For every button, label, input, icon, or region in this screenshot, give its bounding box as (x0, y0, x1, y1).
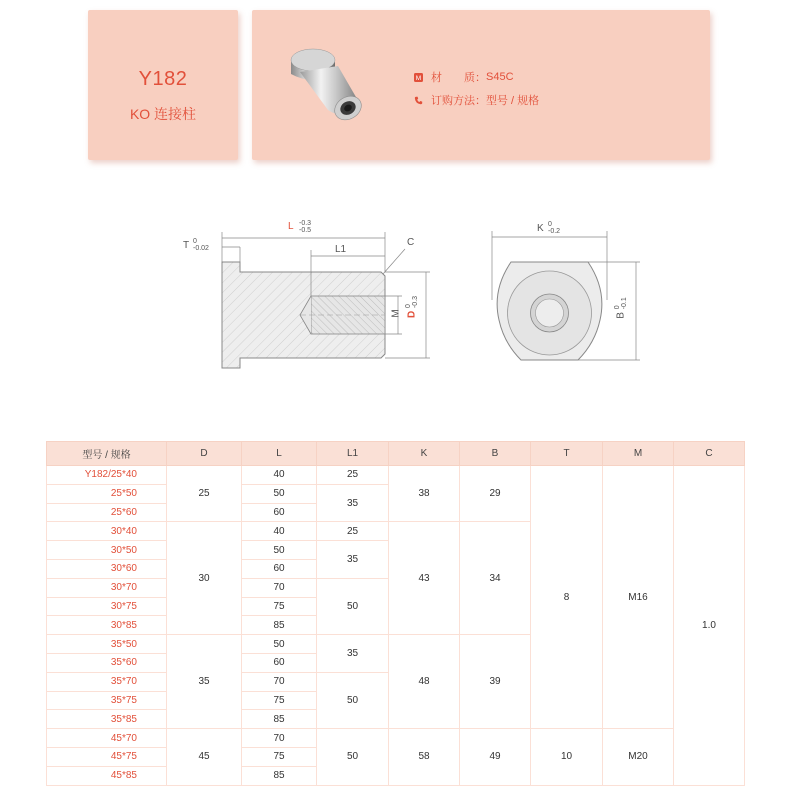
model-cell: 45*85 (47, 766, 167, 785)
L1-cell: 50 (317, 578, 389, 634)
L-tolerance: -0.3 -0.5 (299, 220, 312, 234)
model-cell: Y182/25*40 (47, 466, 167, 485)
D-dimension: D 0 -0.3 (405, 295, 420, 319)
L-cell: 75 (242, 597, 317, 616)
M-cell: M20 (603, 729, 674, 785)
K-cell: 48 (389, 635, 460, 729)
front-body (497, 262, 602, 360)
L1-cell: 35 (317, 484, 389, 522)
model-cell: 30*75 (47, 597, 167, 616)
model-cell: 35*70 (47, 672, 167, 691)
B-cell: 49 (460, 729, 531, 785)
L1-cell: 25 (317, 522, 389, 541)
L-cell: 75 (242, 747, 317, 766)
model-cell: 25*60 (47, 503, 167, 522)
material-value: S45C (486, 71, 514, 83)
L-cell: 70 (242, 729, 317, 748)
D-cell: 45 (167, 729, 242, 785)
L-cell: 40 (242, 466, 317, 485)
column-header: L1 (317, 442, 389, 466)
L-cell: 50 (242, 635, 317, 654)
L-cell: 75 (242, 691, 317, 710)
K-cell: 38 (389, 466, 460, 522)
column-header: D (167, 442, 242, 466)
L1-cell: 35 (317, 541, 389, 579)
model-cell: 35*75 (47, 691, 167, 710)
K-dimension: K (537, 223, 544, 234)
T-cell: 10 (531, 729, 603, 785)
model-cell: 30*50 (47, 541, 167, 560)
L1-cell: 50 (317, 672, 389, 728)
K-cell: 58 (389, 729, 460, 785)
L1-cell: 50 (317, 729, 389, 785)
column-header: M (603, 442, 674, 466)
K-cell: 43 (389, 522, 460, 635)
svg-text:M: M (415, 74, 422, 82)
model-cell: 45*70 (47, 729, 167, 748)
L-cell: 50 (242, 541, 317, 560)
order-label: 订购方法： (431, 95, 486, 107)
B-cell: 39 (460, 635, 531, 729)
B-cell: 34 (460, 522, 531, 635)
spec-table (46, 441, 745, 786)
L-cell: 70 (242, 578, 317, 597)
model-cell: 25*50 (47, 484, 167, 503)
L-cell: 40 (242, 522, 317, 541)
column-header: C (674, 442, 745, 466)
T-tolerance: 0 -0.02 (193, 238, 209, 252)
L-dimension: L (288, 221, 294, 232)
model-cell: 35*60 (47, 653, 167, 672)
L-cell: 70 (242, 672, 317, 691)
model-cell: 45*75 (47, 747, 167, 766)
B-dimension: B 0 -0.1 (613, 297, 628, 319)
model-cell: 30*40 (47, 522, 167, 541)
model-cell: 30*85 (47, 616, 167, 635)
column-header: T (531, 442, 603, 466)
column-header: K (389, 442, 460, 466)
L-cell: 50 (242, 484, 317, 503)
product-code: Y182 (138, 68, 188, 90)
L-cell: 85 (242, 766, 317, 785)
T-cell: 8 (531, 466, 603, 729)
T-dimension: T (183, 240, 190, 251)
L1-cell: 35 (317, 635, 389, 673)
column-header: B (460, 442, 531, 466)
K-tolerance: 0 -0.2 (548, 221, 561, 235)
L-cell: 85 (242, 710, 317, 729)
model-cell: 30*60 (47, 559, 167, 578)
B-cell: 29 (460, 466, 531, 522)
L-cell: 60 (242, 559, 317, 578)
model-cell: 30*70 (47, 578, 167, 597)
table-header-row (47, 442, 745, 466)
D-cell: 25 (167, 466, 242, 522)
model-cell: 35*85 (47, 710, 167, 729)
M-dimension: M (390, 309, 402, 318)
model-cell: 35*50 (47, 635, 167, 654)
table-row (47, 729, 745, 748)
C-cell: 1.0 (674, 466, 745, 786)
L1-dimension: L1 (335, 244, 347, 255)
C-dimension: C (407, 237, 415, 248)
L-cell: 85 (242, 616, 317, 635)
order-value: 型号 / 规格 (486, 95, 540, 107)
column-header: 型号 / 规格 (47, 442, 167, 466)
L-cell: 60 (242, 503, 317, 522)
product-name: KO 连接柱 (129, 106, 197, 122)
L-cell: 60 (242, 653, 317, 672)
material-label: 材 质： (431, 72, 486, 84)
D-cell: 30 (167, 522, 242, 635)
column-header: L (242, 442, 317, 466)
D-cell: 35 (167, 635, 242, 729)
table-row (47, 466, 745, 485)
M-cell: M16 (603, 466, 674, 729)
L1-cell: 25 (317, 466, 389, 485)
